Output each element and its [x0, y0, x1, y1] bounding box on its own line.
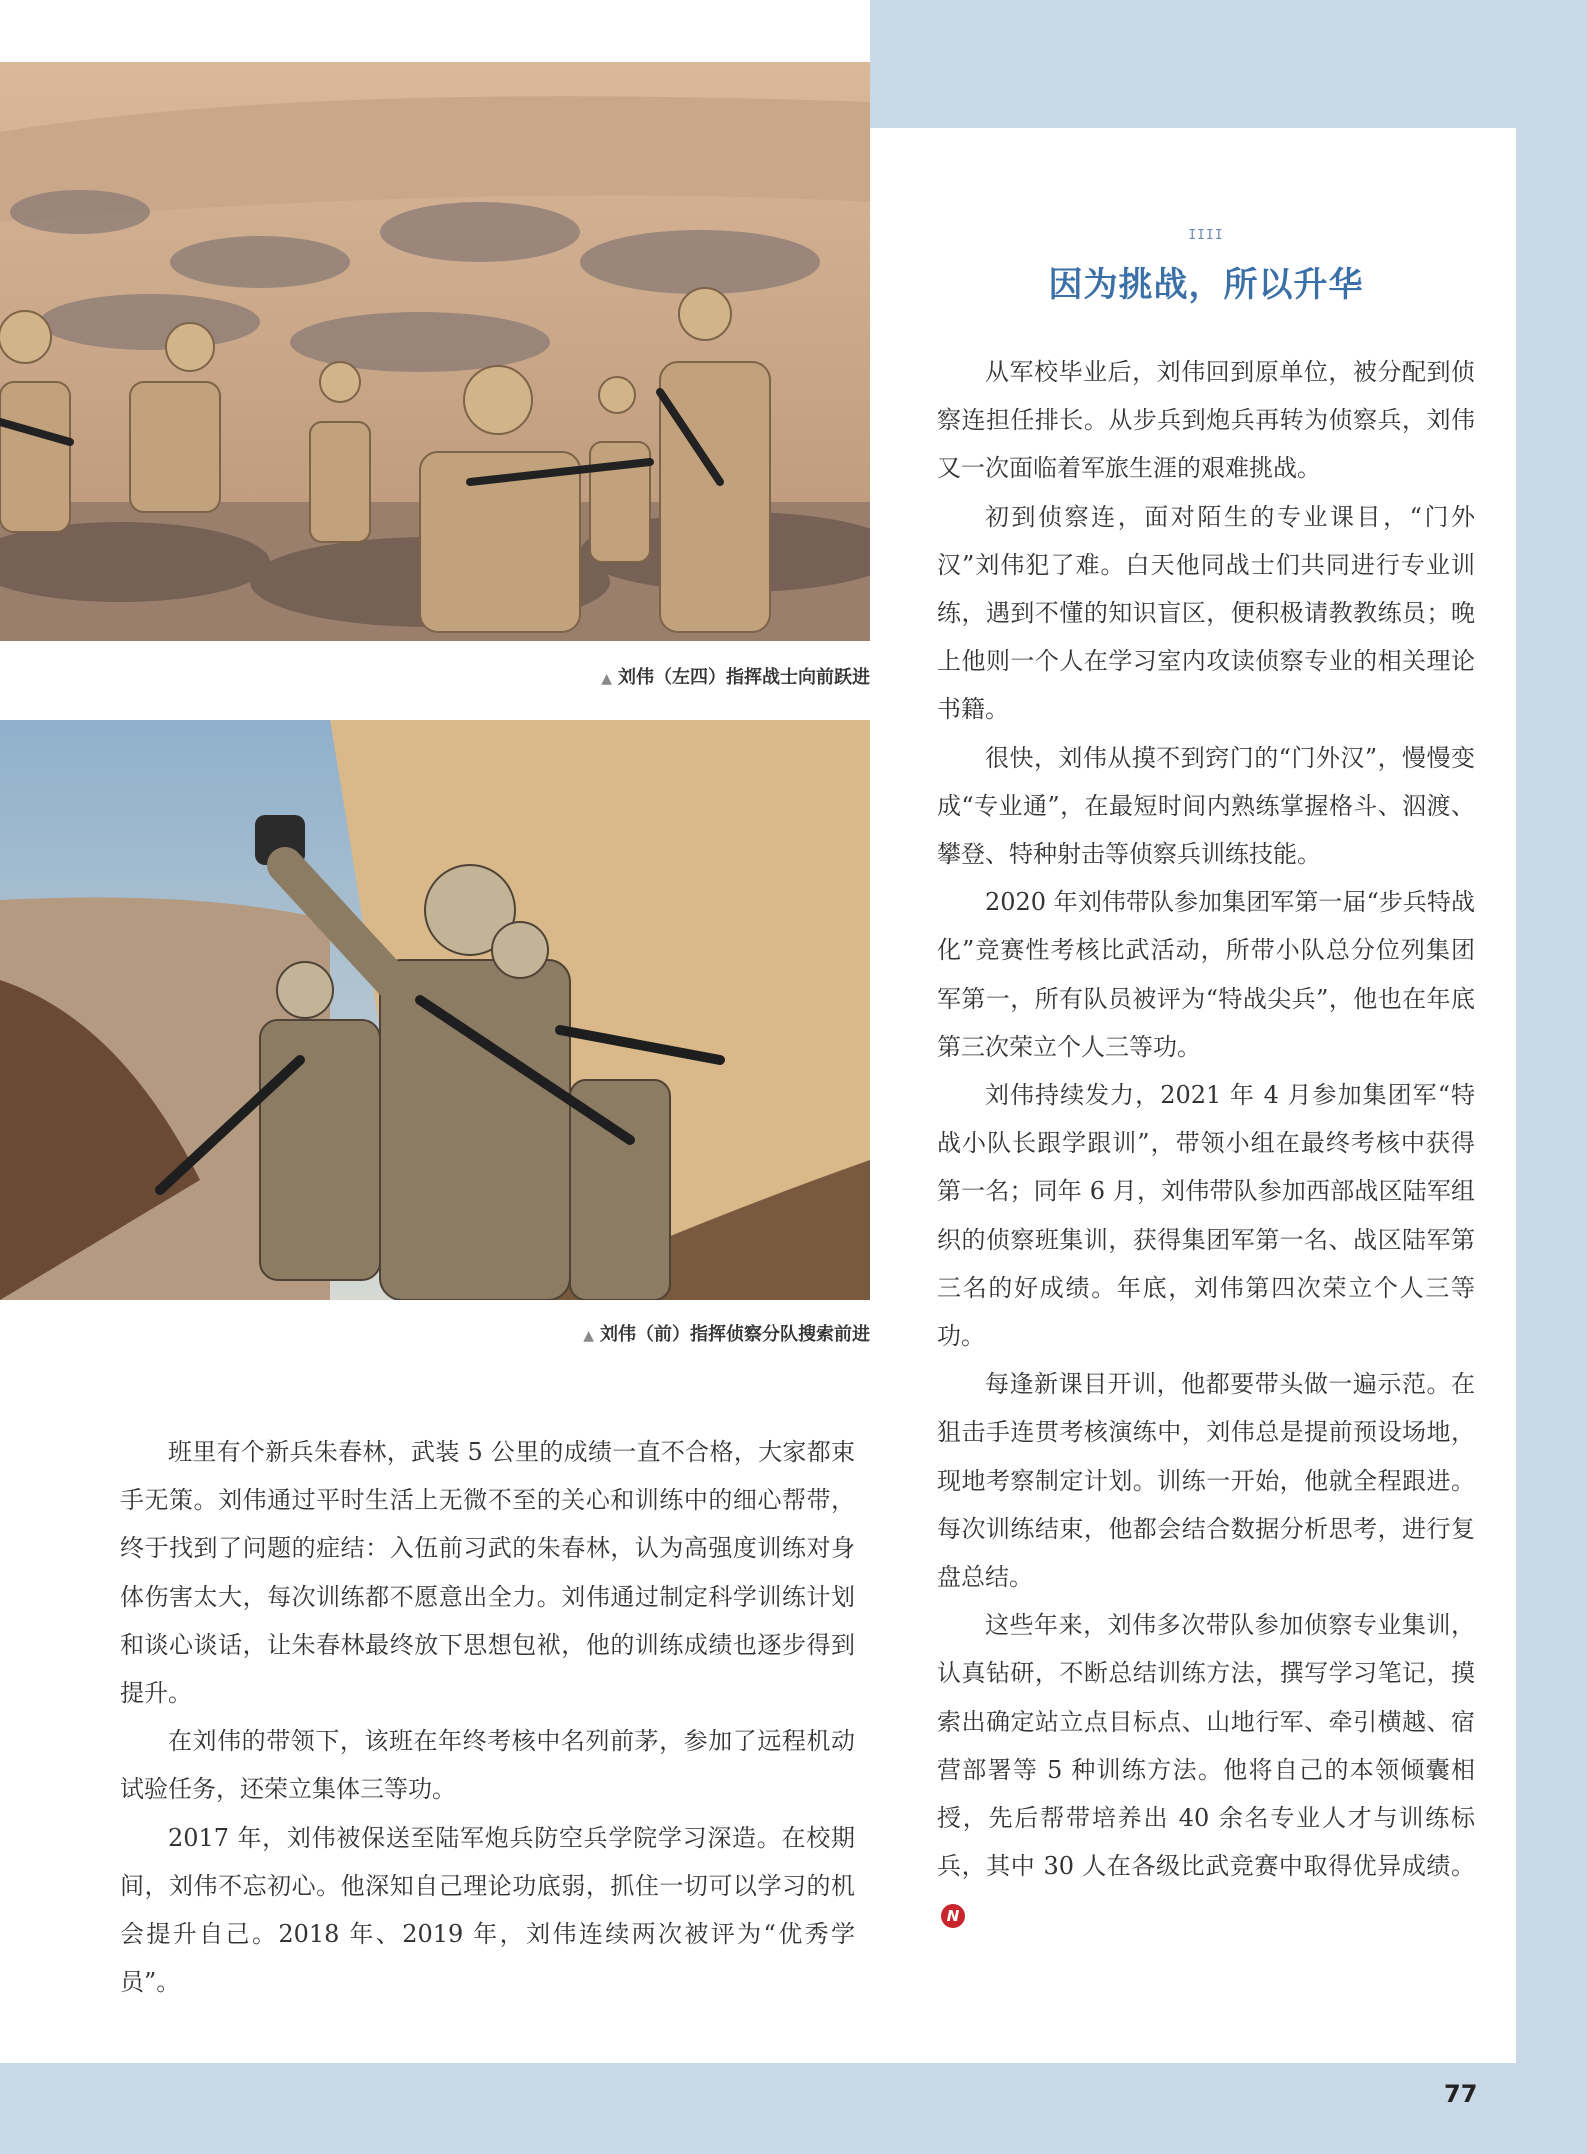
right-column: [937, 228, 1475, 1939]
photo-caption-bottom: [583, 1320, 870, 1346]
photo-reconnaissance-squad: [0, 720, 870, 1300]
photo-caption-top: [601, 663, 870, 689]
photo-soldiers-advancing-image: [0, 62, 870, 641]
body-paragraph: 初到侦察连，面对陌生的专业课目，“门外汉”刘伟犯了难。白天他同战士们共同进行专业训练，遇到不懂的知识盲区，便积极请教教练员；晚上他则一个人在学习室内攻读侦察专业的相关理论书籍。: [937, 502, 1475, 724]
body-paragraph: 在刘伟的带领下，该班在年终考核中名列前茅，参加了远程机动试验任务，还荣立集体三等功。: [120, 1727, 855, 1804]
body-paragraph: 很快，刘伟从摸不到窍门的“门外汉”，慢慢变成“专业通”，在最短时间内熟练掌握格斗、泅渡、攀登、特种射击等侦察兵训练技能。: [937, 743, 1475, 869]
body-paragraph: 每逢新课目开训，他都要带头做一遍示范。在狙击手连贯考核演练中，刘伟总是提前预设场地，现地考察制定计划。训练一开始，他就全程跟进。每次训练结束，他都会结合数据分析思考，进行复盘总结。: [937, 1370, 1475, 1592]
caption-marker-icon: ▲: [601, 671, 612, 687]
body-paragraph: 从军校毕业后，刘伟回到原单位，被分配到侦察连担任排长。从步兵到炮兵再转为侦察兵，刘伟又一次面临着军旅生涯的艰难挑战。: [937, 358, 1475, 483]
photo-soldiers-advancing: [0, 62, 870, 641]
page-number: 77: [1444, 2080, 1478, 2108]
body-paragraph: 2017 年，刘伟被保送至陆军炮兵防空兵学院学习深造。在校期间，刘伟不忘初心。他深知自己理论功底弱，抓住一切可以学习的机会提升自己。2018 年、2019 年，刘伟连续两次被评为“优秀学员”。: [120, 1823, 855, 1997]
body-paragraph: 刘伟持续发力，2021 年 4 月参加集团军“特战小队长跟学跟训”，带领小组在最终考核中获得第一名；同年 6 月，刘伟带队参加西部战区陆军组织的侦察班集训，获得集团军第一名、战区陆军第三名的好成绩。年底，刘伟第四次荣立个人三等功。: [937, 1081, 1475, 1351]
left-column: [120, 1428, 855, 2006]
section-title: 因为挑战，所以升华: [1048, 265, 1364, 305]
end-mark-icon: N: [941, 1904, 965, 1928]
photo-reconnaissance-squad-image: [0, 720, 870, 1300]
caption-marker-icon: ▲: [583, 1328, 594, 1344]
body-paragraph-last-text: 这些年来，刘伟多次带队参加侦察专业集训，认真钻研，不断总结训练方法，撰写学习笔记，摸索出确定站立点目标点、山地行军、牵引横越、宿营部署等 5 种训练方法。他将自己的本领倾囊相授，先后帮带培养出 40 余名专业人才与训练标兵，其中 30 人在各级比武竞赛中取得优异成绩。: [937, 1611, 1475, 1881]
body-paragraph: 班里有个新兵朱春林，武装 5 公里的成绩一直不合格，大家都束手无策。刘伟通过平时生活上无微不至的关心和训练中的细心帮带，终于找到了问题的症结：入伍前习武的朱春林，认为高强度训练对身体伤害太大，每次训练都不愿意出全力。刘伟通过制定科学训练计划和谈心谈话，让朱春林最终放下思想包袱，他的训练成绩也逐步得到提升。: [120, 1438, 855, 1708]
caption-text: 刘伟（前）指挥侦察分队搜索前进: [600, 1324, 870, 1345]
body-paragraph: 2020 年刘伟带队参加集团军第一届“步兵特战化”竞赛性考核比武活动，所带小队总分位列集团军第一，所有队员被评为“特战尖兵”，他也在年底第三次荣立个人三等功。: [937, 888, 1475, 1061]
section-decoration: IIII: [1188, 228, 1224, 243]
caption-text: 刘伟（左四）指挥战士向前跃进: [618, 667, 870, 688]
body-paragraph-last: [937, 1601, 1475, 1938]
